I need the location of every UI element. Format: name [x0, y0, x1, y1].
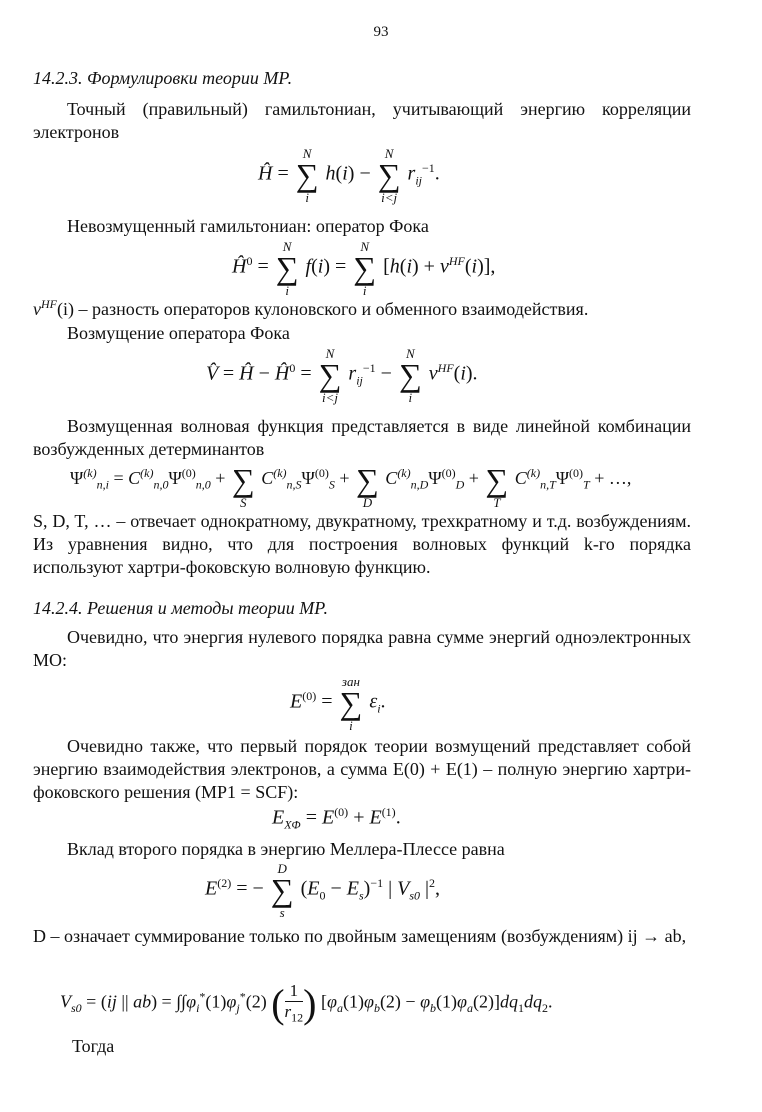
- sum-symbol: D ∑ s: [270, 861, 294, 920]
- paragraph-perturbed-wavefunction: Возмущенная волновая функция представляется в виде линейной комбинации возбужденных детерминантов: [33, 416, 691, 459]
- sum-symbol: N ∑ i<j: [377, 146, 401, 205]
- paragraph-exact-hamiltonian: Точный (правильный) гамильтониан, учитывающий энергию корреляции электронов: [33, 99, 691, 142]
- paragraph-then: Тогда: [72, 1036, 115, 1056]
- paragraph-second-order: Вклад второго порядка в энергию Меллера-Плессе равна: [67, 839, 505, 859]
- fraction-one-over-r12: $\frac{1}{r_{12}}$: [284, 981, 304, 1025]
- sum-symbol: зан ∑ i: [339, 674, 363, 733]
- equation-perturbation: V̂ = Ĥ − $Ĥ^0$ = N ∑ i<j $r_{ij}^{-1}$ − N ∑ i $v^{HF}(i)$.: [206, 346, 478, 405]
- vhf-definition-text: (i) – разность операторов кулоновского и обменного взаимодействия.: [57, 299, 589, 319]
- paragraph-perturbation: Возмущение оператора Фока: [67, 323, 290, 343]
- sum-symbol: ∑ S: [231, 462, 255, 510]
- sum-symbol: N ∑ i: [398, 346, 422, 405]
- paragraph-unperturbed-hamiltonian: Невозмущенный гамильтониан: оператор Фока: [67, 216, 429, 236]
- equation-hamiltonian: Ĥ = N ∑ i h(i) − N ∑ i<j $r_{ij}^{-1}$.: [258, 146, 440, 205]
- section-heading-14-2-4: 14.2.4. Решения и методы теории МР.: [33, 598, 328, 618]
- sum-symbol: N ∑ i: [353, 239, 377, 298]
- equation-fock-operator: $Ĥ^0$ = N ∑ i f(i) = N ∑ i $[h(i) + v^{HF}(i)]$,: [232, 239, 496, 298]
- equation-hartree-fock-energy: $E_{X\Phi} = E^{(0)} + E^{(1)}$.: [272, 805, 401, 832]
- equation-zero-order-energy: $E^{(0)}$ = зан ∑ i $\varepsilon_i$.: [290, 674, 386, 733]
- sum-symbol: ∑ T: [485, 462, 509, 510]
- paragraph-excitations: S, D, T, … – отвечает однократному, двукратному, трехкратному и т.д. возбуждениям. Из уравнения видно, что для построения волновых функций k-го порядка используют хартри-фоковскую волновую функцию.: [33, 511, 691, 577]
- paragraph-first-order: Очевидно также, что первый порядок теории возмущений представляет собой энергию взаимодействия электронов, а сумма E(0) + E(1) – полную энергию хартри-фоковского решения (МР1 = SCF):: [33, 736, 691, 802]
- sum-symbol: ∑ D: [355, 462, 379, 510]
- sum-symbol: N ∑ i: [295, 146, 319, 205]
- paragraph-zero-order-energy: Очевидно, что энергия нулевого порядка равна сумме энергий одноэлектронных МО:: [33, 627, 691, 670]
- equation-wavefunction-expansion: $\Psi^{(k)}_{n,i} = C^{(k)}_{n,0}\Psi^{(0)}_{n,0}$ + ∑ S $C^{(k)}_{n,S}\Psi^{(0)}_S$ + ∑ D $C^{(k)}_{n,D}\Psi^{(0)}_D$ + ∑ T $C^{(k)}_{n,T}\Psi^{(0)}_T$ + …,: [70, 462, 632, 510]
- equation-second-order-energy: $E^{(2)}$ = − D ∑ s $(E_0 - E_s)^{-1}$ | $V_{s0}$ $|^2$,: [205, 861, 441, 920]
- paragraph-double-excitations: D – означает суммирование только по двойным замещениям (возбуждениям) ij → ab,: [33, 926, 687, 946]
- section-heading-14-2-3: 14.2.3. Формулировки теории МР.: [33, 68, 293, 88]
- equation-two-electron-integral: $V_{s0} = (ij$ || $ab) = \int\int\varphi_i^*(1)\varphi_j^*(2)$ ( $\frac{1}{r_{12}}$ ) $[\varphi_a(1)\varphi_b(2) - \varphi_b(1)\varphi_a(2)]dq_1dq_2$.: [60, 981, 553, 1026]
- sum-symbol: N ∑ i<j: [318, 346, 342, 405]
- sum-symbol: N ∑ i: [275, 239, 299, 298]
- vhf-definition-line: $v^{HF}(i)$ – разность операторов кулоновского и обменного взаимодействия.: [33, 297, 589, 319]
- page-number: 93: [373, 24, 389, 40]
